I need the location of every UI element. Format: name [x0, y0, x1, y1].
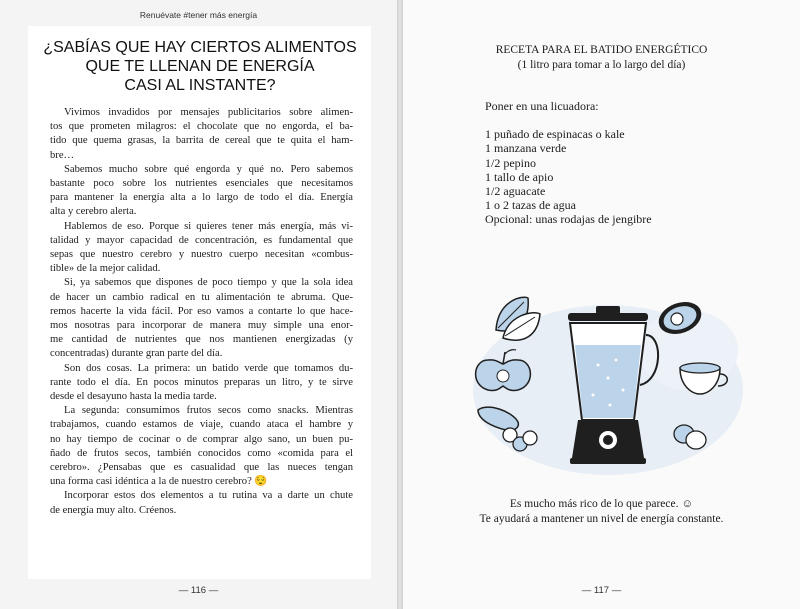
recipe-ingredients — [485, 99, 652, 227]
body-text — [50, 106, 353, 518]
blender-illustration — [458, 290, 748, 480]
body-line: de energía muy alto. Créenos. — [50, 504, 177, 516]
title-line: ¿SABÍAS QUE HAY CIERTOS ALIMENTOS — [43, 39, 357, 56]
recipe-title — [403, 43, 800, 72]
body-line: tido que quema grasas, la barrita de cereal que te quita el ham- — [50, 135, 353, 147]
body-line: desde el desayuno hasta la media tarde. — [50, 391, 217, 403]
page-number-left: — 116 — — [178, 585, 219, 596]
body-line: Son dos cosas. La primera: un batido verde que tomamos du- — [64, 362, 353, 374]
ingredient-item: 1 puñado de espinacas o kale — [485, 127, 625, 142]
closing-line: Es mucho más rico de lo que parece. ☺ — [509, 498, 694, 510]
body-line: mos nosotras para incorporar de manera muy simple una enor- — [50, 320, 353, 332]
body-line: Vivimos invadidos por mensajes publicitarios sobre alimen- — [64, 107, 353, 118]
page-number-right: — 117 — — [581, 585, 622, 596]
body-line: concentradas) durante gran parte del día. — [50, 348, 223, 360]
body-line: tos que prometen milagros: el chocolate que no engorda, el ba- — [50, 121, 353, 133]
ingredient-item: 1 o 2 tazas de agua — [485, 198, 576, 213]
body-line: alta y cerebro alerta. — [50, 206, 137, 218]
body-line: Si, ya sabemos que dispones de poco tiempo y que la sola idea — [64, 277, 353, 289]
left-page — [0, 0, 397, 609]
body-line: Sabemos mucho sobre qué engorda y qué no. Pero sabemos — [64, 163, 353, 175]
body-line: trabajamos, cuando estamos de viaje, cuando ataca el hambre y — [50, 419, 353, 431]
body-line: rante todo el día. En pocos minutos preparas un litro, y te sirve — [50, 376, 353, 388]
closing-line: Te ayudará a mantener un nivel de energía constante. — [479, 513, 724, 525]
body-line: de hacer un cambio radical en tu alimentación te abruma. Que- — [50, 291, 353, 303]
body-line: una forma casi idéntica a la de nuestro cerebro? 😌 — [50, 476, 268, 488]
body-line: Incorporar estos dos elementos a tu rutina va a darte un chute — [64, 490, 353, 502]
body-line: bre… — [50, 149, 75, 161]
body-line: remos hacerte la vida fácil. Por eso vamos a contarte lo que hace- — [50, 305, 353, 317]
right-page — [403, 0, 800, 609]
recipe-title-sub: (1 litro para tomar a lo largo del día) — [517, 58, 686, 71]
ingredient-item: 1 tallo de apio — [485, 169, 554, 184]
closing-text — [403, 497, 800, 527]
body-line: sepas que nuestro cerebro y nuestro cuerpo necesitan «combus- — [50, 249, 353, 261]
recipe-title-main: RECETA PARA EL BATIDO ENERGÉTICO — [495, 44, 708, 56]
body-line: no hay tiempo de cocinar o de comprar algo sano, un buen pu- — [50, 433, 353, 445]
running-header: Renuévate #tener más energía — [139, 10, 258, 20]
body-line: para mantener la energía alta a lo largo de todo el día. Energía — [50, 192, 353, 204]
recipe-intro: Poner en una licuadora: — [485, 99, 599, 113]
title-line: QUE TE LLENAN DE ENERGÍA — [85, 58, 315, 75]
body-line: me cantidad de nutrientes que nos mantienen energizadas (y — [50, 334, 353, 346]
page-title — [40, 38, 360, 95]
body-line: cerebro». ¿Pensabas que es casualidad que las nueces tengan — [50, 462, 353, 474]
body-line: talidad y mayor capacidad de concentración, es fundamental que — [50, 234, 353, 246]
ingredient-item: 1 manzana verde — [485, 141, 567, 156]
body-line: bastante poco sobre los nutrientes esenciales que necesitamos — [50, 178, 353, 190]
title-line: CASI AL INSTANTE? — [124, 77, 276, 94]
body-line: La segunda: consumimos frutos secos como snacks. Mientras — [64, 405, 353, 417]
body-line: Hablemos de eso. Porque si quieres tener más energía, más vi- — [64, 220, 353, 232]
ingredient-item: 1/2 pepino — [485, 155, 536, 170]
ingredient-item: Opcional: unas rodajas de jengibre — [485, 212, 652, 227]
body-line: tible» de la mejor calidad. — [50, 263, 161, 275]
body-line: ñado de frutos secos, también conocidos como «comida para el — [50, 447, 353, 459]
ingredient-item: 1/2 aguacate — [485, 184, 546, 199]
